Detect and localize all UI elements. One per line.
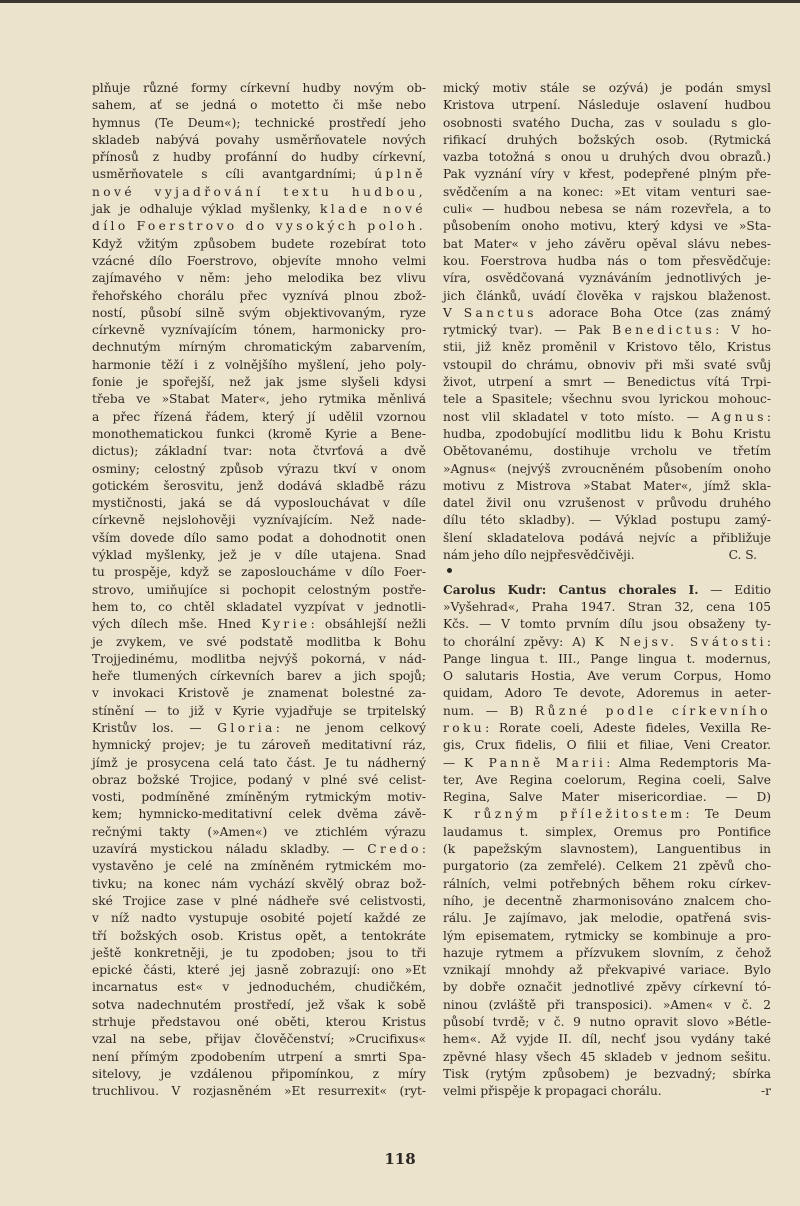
text-line: víra, osvědčovaná vyznáváním jednotlivých je- xyxy=(443,271,771,286)
text-line: tivku; na konec nám vychází skvělý obraz bož- xyxy=(92,876,426,891)
text-line xyxy=(92,166,426,183)
text-segment: usměrňovatele s cíli avantgardními; xyxy=(92,167,375,182)
text-line: osobnosti svatého Ducha, zas v souladu s glo- xyxy=(443,115,771,130)
text-line: heře tlumených církevních barev a jich spojů; xyxy=(92,669,426,684)
text-line: fonie je spořejší, než jak jsme slyšeli kdysi xyxy=(92,375,426,390)
text-line: dechnutým mírným chromatickým zabarvením, xyxy=(92,340,426,355)
text-line: vznikají mnohdy až překvapivé variace. Bylo xyxy=(443,963,771,978)
text-line: incarnatus est« v jednoduchém, chudičkém, xyxy=(92,980,426,995)
text-line: rifikací druhých božských osob. (Rytmická xyxy=(443,132,771,147)
text-line: lým episematem, rytmicky se kombinuje a pro- xyxy=(443,928,771,943)
text-line: tele a Spasitele; všechnu svou lyrickou mohouc- xyxy=(443,392,771,407)
text-line: ter, Ave Regina coelorum, Regina coeli, Salve xyxy=(443,772,771,787)
text-segment: V xyxy=(443,305,464,320)
text-line: sitelovy, je vzdálenou připomínkou, z míry xyxy=(92,1066,426,1081)
text-line: v níž nadto vystupuje osobité pojetí každé ze xyxy=(92,911,426,926)
text-line: kem; hymnicko-meditativní celek dvěma závě- xyxy=(92,807,426,822)
text-segment: : obsáhlejší nežli xyxy=(310,617,426,632)
text-segment: : Te Deum xyxy=(685,807,771,822)
page-number: 118 xyxy=(384,1150,416,1168)
bullet-ornament xyxy=(447,568,452,573)
text-line: vším dovede dílo samo podat a dohodnotit onen xyxy=(92,530,426,545)
text-segment: : Alma Redemptoris Ma- xyxy=(606,755,771,770)
text-line: gotickém šerosvitu, jenž dodává skladbě rázu xyxy=(92,478,426,493)
text-line: ninou (zvláště při transposici). »Amen« v č. 2 xyxy=(443,997,771,1012)
text-line: vazba totožná s onou u druhých dvou obrazů.) xyxy=(443,150,771,165)
review2-heading-rest: — Editio xyxy=(698,582,771,597)
text-line: O salutaris Hostia, Ave verum Corpus, Homo xyxy=(443,669,771,684)
review1-last-text: nám jeho dílo nejpřesvědčivěji. xyxy=(443,548,635,563)
text-line: strovo, umiňujíce si pochopit celostným postře- xyxy=(92,582,426,597)
text-line: šlení skladatelova podává nejvíc a přibližuje xyxy=(443,530,771,545)
spaced-emphasis: roku xyxy=(443,720,486,735)
spaced-emphasis: Credo xyxy=(367,842,422,857)
text-line: stínění — to již v Kyrie vyjadřuje se trpitelský xyxy=(92,703,426,718)
text-line: purgatorio (za zemřelé). Celkem 21 zpěvů cho- xyxy=(443,859,771,874)
text-segment: : V ho- xyxy=(715,323,771,338)
text-line: vstoupil do chrámu, obnoviv při mši svaté svůj xyxy=(443,357,771,372)
spaced-emphasis: K různým příležitostem xyxy=(443,807,686,822)
text-line: Pange lingua t. III., Pange lingua t. modernus, xyxy=(443,651,771,666)
text-line: kou. Foerstrova hudba nás o tom přesvědčuje: xyxy=(443,253,771,268)
text-segment: rytmický tvar). — Pak xyxy=(443,323,613,338)
text-segment: nost vlil skladatel v toto místo. — xyxy=(443,409,712,424)
text-line: jímž je prosycena celá tato část. Je tu nádherný xyxy=(92,755,426,770)
text-line: církevně nejslohověji vyznívajícím. Než nade- xyxy=(92,513,426,528)
text-line: epické části, které jej jasně zobrazují: ono »Et xyxy=(92,963,426,978)
text-line: Kčs. — V tomto prvním dílu jsou obsaženy ty- xyxy=(443,617,771,632)
spaced-emphasis: nové vyjadřování textu hudbou, xyxy=(92,184,426,199)
text-line xyxy=(443,806,771,823)
text-line: strhuje představou oné oběti, kterou Kristus xyxy=(92,1015,426,1030)
spaced-emphasis: Sanctus xyxy=(463,305,537,320)
text-line: v invokaci Kristově je znamenat bolestné za- xyxy=(92,686,426,701)
spaced-emphasis: Agnus xyxy=(711,409,767,424)
text-line xyxy=(443,755,771,772)
text-line: vystavěno je celé na zmíněném rytmickém mo- xyxy=(92,859,426,874)
text-line: mický motiv stále se ozývá) je podán smysl xyxy=(443,81,771,95)
text-line: quidam, Adoro Te devote, Adoremus in aeter- xyxy=(443,686,771,701)
review2-last-line xyxy=(443,1083,771,1100)
text-line xyxy=(443,305,771,322)
text-line: jich článků, uvádí člověka v rajskou blaženost. xyxy=(443,288,771,303)
text-segment: : ne jenom celkový xyxy=(275,720,426,735)
text-segment: vých dílech mše. Hned xyxy=(92,617,262,632)
text-segment: jak je odhaluje výklad myšlenky, xyxy=(92,202,320,217)
review2-heading-line xyxy=(443,582,771,599)
text-line: církevně vyznívajícím tónem, harmonicky pro- xyxy=(92,323,426,338)
text-line: laudamus t. simplex, Oremus pro Pontifice xyxy=(443,824,771,839)
spaced-emphasis: klade nové xyxy=(319,202,426,217)
text-line xyxy=(92,616,426,633)
spaced-emphasis: Benedictus xyxy=(612,323,716,338)
page-top-edge xyxy=(0,0,800,3)
text-line: Trojjedinému, modlitba nejvýš pokorná, v nád- xyxy=(92,651,426,666)
review1-last-line xyxy=(443,547,771,564)
text-line: a přec řízená řádem, který jí udělil vzornou xyxy=(92,409,426,424)
text-line: vzácné dílo Foerstrovo, objevíte mnoho velmi xyxy=(92,253,426,268)
text-line: ské Trojice zase v plné nádheře své celistvosti, xyxy=(92,893,426,908)
text-line: »Vyšehrad«, Praha 1947. Stran 32, cena 105 xyxy=(443,599,771,614)
text-line: působením onoho motivu, který kdysi ve »Sta- xyxy=(443,219,771,234)
text-line: rálních, velmi potřebných během roku církev- xyxy=(443,876,771,891)
review-foerster-mass-continuation xyxy=(443,80,771,547)
text-line: Tisk (rytým způsobem) je bezvadný; sbírka xyxy=(443,1066,771,1081)
text-line: dictus); základní tvar: nota čtvrťová a dvě xyxy=(92,444,426,459)
text-line: hymnický projev; je tu zároveň meditativní ráz, xyxy=(92,738,426,753)
spaced-emphasis: Gloria xyxy=(217,720,276,735)
text-line: by dobře označit jednotlivé zpěvy církevní tó- xyxy=(443,980,771,995)
review2-signature: -r xyxy=(761,1084,771,1099)
text-segment: num. — B) xyxy=(443,703,535,718)
text-line: vzal na sebe, přijav člověčenství; »Crucifixus« xyxy=(92,1032,426,1047)
spaced-emphasis: úplně xyxy=(374,167,426,182)
text-segment: adorace Boha Otce (zas známý xyxy=(536,305,771,320)
text-line: stii, již kněz proměnil v Kristovo tělo, Kristus xyxy=(443,340,771,355)
text-segment: Kristův los. — xyxy=(92,720,218,735)
text-line: ního, je decentně zharmonisováno znalcem cho- xyxy=(443,893,771,908)
text-line: Když vžitým způsobem budete rozebírat toto xyxy=(92,236,426,251)
text-line: hymnus (Te Deum«); technické prostředí jeho xyxy=(92,115,426,130)
text-line: hazuje rytmem a přízvukem slovním, z čehož xyxy=(443,945,771,960)
left-column xyxy=(92,80,426,1101)
text-line: zpěvné hlasy všech 45 skladeb v jednom sešitu. xyxy=(443,1049,771,1064)
text-line xyxy=(92,184,426,201)
text-line: výklad myšlenky, jež je v díle utajena. Snad xyxy=(92,548,426,563)
text-line: harmonie těží i z volnějšího myšlení, jeho poly- xyxy=(92,357,426,372)
text-segment: : xyxy=(766,409,771,424)
text-line: culi« — hudbou nebesa se nám rozevřela, a to xyxy=(443,202,771,217)
text-line: Obětovanému, dostihuje vrcholu ve třetím xyxy=(443,444,771,459)
spaced-emphasis: Různé podle církevního xyxy=(535,703,771,718)
text-line: »Agnus« (nejvýš zvroucněném působením onoho xyxy=(443,461,771,476)
text-line: hem«. Až vyjde II. díl, nechť jsou vydány také xyxy=(443,1032,771,1047)
text-line: datel živil onu vzrušenost v průvodu druhého xyxy=(443,496,771,511)
text-line: Regina, Salve Mater misericordiae. — D) xyxy=(443,790,771,805)
review1-signature: C. S. xyxy=(728,548,757,563)
text-line: přínosů z hudby profánní do hudby církevní, xyxy=(92,150,426,165)
text-line: je zvykem, ve své podstatě modlitba k Bohu xyxy=(92,634,426,649)
text-line: bat Mater« v jeho závěru opěval slávu nebes- xyxy=(443,236,771,251)
text-line: plňuje různé formy církevní hudby novým ob- xyxy=(92,81,426,95)
text-line: gis, Crux fidelis, O filii et filiae, Veni Creator. xyxy=(443,738,771,753)
text-line: život, utrpení a smrt — Benedictus vítá Trpi- xyxy=(443,375,771,390)
text-line xyxy=(92,720,426,737)
text-line: rálu. Je zajímavo, jak melodie, opatřená svis- xyxy=(443,911,771,926)
text-line: působí tvrdě; v č. 9 nutno opravit slovo »Bétle- xyxy=(443,1015,771,1030)
spaced-emphasis: Kyrie xyxy=(261,617,311,632)
text-line: mystičnosti, jaká se dá vyposlouchávat v díle xyxy=(92,496,426,511)
text-line xyxy=(443,409,771,426)
text-line: osminy; celostný způsob výrazu tkví v onom xyxy=(92,461,426,476)
text-line: monothematickou funkci (kromě Kyrie a Bene- xyxy=(92,426,426,441)
right-column xyxy=(443,80,771,1101)
text-line xyxy=(443,634,771,651)
text-line: hem to, co chtěl skladatel vyzpívat v jednotli- xyxy=(92,599,426,614)
review-cantus-chorales xyxy=(443,599,771,1083)
text-line: hudba, zpodobující modlitbu lidu k Bohu Kristu xyxy=(443,426,771,441)
text-line: tu prospěje, když se zaposloucháme v dílo Foer- xyxy=(92,565,426,580)
spaced-emphasis: K Nejsv. Svátosti xyxy=(594,634,767,649)
spaced-emphasis: K Panně Marii xyxy=(463,755,607,770)
text-line: sahem, ať se jedná o motetto či mše nebo xyxy=(92,98,426,113)
review2-heading: Carolus Kudr: Cantus chorales I. xyxy=(443,582,699,597)
text-line: Kristova utrpení. Následuje oslavení hudbou xyxy=(443,98,771,113)
text-line: řehořského chorálu přec vyznívá plnou zbož- xyxy=(92,288,426,303)
text-line: zajímavého v něm: jeho melodika bez vlivu xyxy=(92,271,426,286)
text-line: (k papežským slavnostem), Languentibus in xyxy=(443,842,771,857)
text-line: ještě konkretněji, je tu zpodoben; jsou to tři xyxy=(92,945,426,960)
text-line: Pak vyznání víry v křest, podepřené plným pře- xyxy=(443,167,771,182)
text-line: motivu z Mistrova »Stabat Mater«, jímž skla- xyxy=(443,478,771,493)
text-line: ností, působí silně svým objektivovaným, ryze xyxy=(92,305,426,320)
text-line: skladeb nabývá povahy usměrňovatele nových xyxy=(92,132,426,147)
text-segment: to chorální zpěvy: A) xyxy=(443,634,595,649)
text-segment: : Rorate coeli, Adeste fideles, Vexilla Re- xyxy=(485,720,771,735)
text-segment: : xyxy=(766,634,771,649)
text-line xyxy=(92,201,426,218)
text-line xyxy=(92,218,426,235)
text-line: svědčením a na konec: »Et vitam venturi sae- xyxy=(443,184,771,199)
text-line xyxy=(443,720,771,737)
text-line xyxy=(92,841,426,858)
text-line: rečnými takty (»Amen«) ve ztichlém výrazu xyxy=(92,824,426,839)
spaced-emphasis: dílo Foerstrovo do vysokých poloh. xyxy=(92,219,426,234)
review2-last-text: velmi přispěje k propagaci chorálu. xyxy=(443,1084,662,1099)
text-line: tří božských osob. Kristus opět, a tentokráte xyxy=(92,928,426,943)
text-line: třeba ve »Stabat Mater«, jeho rytmika měnlivá xyxy=(92,392,426,407)
text-segment: uzavírá mystickou náladu skladby. — xyxy=(92,842,368,857)
text-line: dílu této skladby). — Výklad postupu zamý- xyxy=(443,513,771,528)
text-line xyxy=(443,322,771,339)
text-segment: — xyxy=(443,755,464,770)
text-segment: : xyxy=(421,842,426,857)
text-line: obraz božské Trojice, podaný v plné své celist- xyxy=(92,772,426,787)
text-line xyxy=(443,703,771,720)
text-line: není přímým zpodobením utrpení a smrti Spa- xyxy=(92,1049,426,1064)
text-line: vosti, podmíněné zmíněným rytmickým motiv- xyxy=(92,790,426,805)
text-line: sotva nadechnutém prostředí, jež však k sobě xyxy=(92,997,426,1012)
text-line: truchlivou. V rozjasněném »Et resurrexit« (ryt- xyxy=(92,1084,426,1099)
section-separator xyxy=(443,564,771,581)
